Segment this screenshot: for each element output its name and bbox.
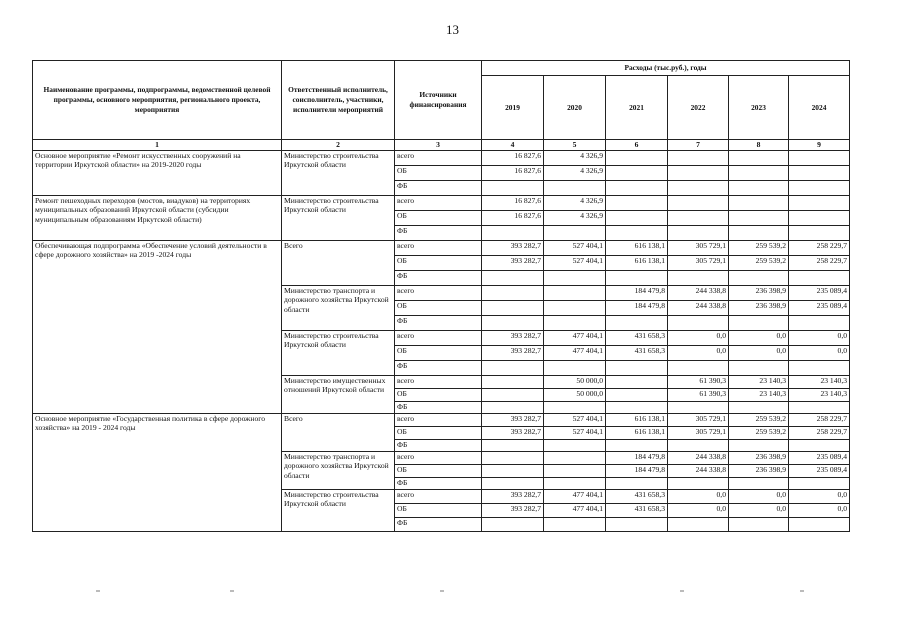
- expense-value: [789, 225, 850, 240]
- funding-source: ФБ: [395, 360, 482, 375]
- expense-value: 0,0: [668, 489, 729, 503]
- funding-source: всего: [395, 413, 482, 426]
- scan-speck: [96, 590, 100, 592]
- funding-source: ФБ: [395, 315, 482, 330]
- expense-value: 259 539,2: [729, 426, 789, 439]
- expense-value: 236 398,9: [729, 464, 789, 477]
- expense-value: 0,0: [789, 330, 850, 345]
- expense-value: [544, 285, 606, 300]
- expense-value: [729, 401, 789, 413]
- expense-value: 244 338,8: [668, 451, 729, 464]
- expense-value: [606, 150, 668, 165]
- executor-name: Министерство строительства Иркутской области: [282, 195, 395, 240]
- expense-value: [544, 439, 606, 451]
- expense-value: 616 138,1: [606, 413, 668, 426]
- expense-value: 259 539,2: [729, 255, 789, 270]
- header-year: 2019: [482, 76, 544, 140]
- header-year: 2020: [544, 76, 606, 140]
- header-executor: Ответственный исполнитель, соисполнитель, участники, исполнители мероприятий: [282, 61, 395, 140]
- expense-value: 477 404,1: [544, 503, 606, 517]
- expense-value: [544, 300, 606, 315]
- expense-value: [482, 464, 544, 477]
- expense-value: [789, 439, 850, 451]
- expense-value: [668, 150, 729, 165]
- executor-name: Всего: [282, 240, 395, 285]
- column-number: 7: [668, 140, 729, 151]
- expense-value: [668, 225, 729, 240]
- header-year: 2022: [668, 76, 729, 140]
- expense-value: [668, 165, 729, 180]
- expense-value: 4 326,9: [544, 195, 606, 210]
- expense-value: [606, 439, 668, 451]
- expense-value: [789, 210, 850, 225]
- expense-value: 393 282,7: [482, 240, 544, 255]
- expense-value: 0,0: [729, 345, 789, 360]
- expense-value: 258 229,7: [789, 426, 850, 439]
- funding-source: ОБ: [395, 165, 482, 180]
- expense-value: [544, 451, 606, 464]
- funding-source: ОБ: [395, 464, 482, 477]
- expense-value: 16 827,6: [482, 165, 544, 180]
- funding-source: ФБ: [395, 401, 482, 413]
- expense-value: [482, 180, 544, 195]
- funding-source: ФБ: [395, 225, 482, 240]
- expense-value: 0,0: [789, 489, 850, 503]
- page-number: 13: [446, 22, 459, 37]
- funding-source: ОБ: [395, 255, 482, 270]
- funding-source: ФБ: [395, 439, 482, 451]
- expense-value: [729, 225, 789, 240]
- column-number: 9: [789, 140, 850, 151]
- expense-value: [729, 477, 789, 489]
- expense-value: 0,0: [729, 489, 789, 503]
- expense-value: [544, 401, 606, 413]
- expense-value: 184 479,8: [606, 451, 668, 464]
- expense-value: 393 282,7: [482, 345, 544, 360]
- scan-speck: [680, 590, 684, 592]
- expense-value: [668, 401, 729, 413]
- expense-value: 527 404,1: [544, 413, 606, 426]
- expense-value: 23 140,3: [729, 375, 789, 388]
- expense-value: 0,0: [668, 330, 729, 345]
- expense-value: [668, 360, 729, 375]
- expense-value: [789, 150, 850, 165]
- expense-value: [668, 195, 729, 210]
- table-row: [33, 195, 850, 210]
- expense-value: [482, 517, 544, 531]
- expense-value: [482, 451, 544, 464]
- expense-value: [544, 225, 606, 240]
- expense-value: 61 390,3: [668, 375, 729, 388]
- funding-source: всего: [395, 150, 482, 165]
- expense-value: [789, 270, 850, 285]
- expense-value: 393 282,7: [482, 503, 544, 517]
- expense-value: [789, 401, 850, 413]
- expense-value: [544, 464, 606, 477]
- program-name: Обеспечивающая подпрограмма «Обеспечение условий деятельности в сфере дорожного хозяйства» на 2019 -2024 годы: [33, 240, 282, 413]
- expense-value: [789, 360, 850, 375]
- expense-value: [606, 210, 668, 225]
- funding-source: всего: [395, 195, 482, 210]
- expense-value: 235 089,4: [789, 285, 850, 300]
- expense-value: [606, 315, 668, 330]
- funding-source: ОБ: [395, 345, 482, 360]
- funding-source: ФБ: [395, 180, 482, 195]
- expense-value: 50 000,0: [544, 388, 606, 401]
- expense-value: 23 140,3: [789, 375, 850, 388]
- expense-value: [789, 477, 850, 489]
- funding-source: ОБ: [395, 300, 482, 315]
- expense-value: 244 338,8: [668, 464, 729, 477]
- executor-name: Министерство строительства Иркутской области: [282, 330, 395, 375]
- funding-source: ОБ: [395, 426, 482, 439]
- expense-value: [668, 180, 729, 195]
- expense-value: [606, 225, 668, 240]
- expense-value: [789, 517, 850, 531]
- expense-value: 184 479,8: [606, 285, 668, 300]
- expense-value: 258 229,7: [789, 255, 850, 270]
- program-name: Основное мероприятие «Ремонт искусственных сооружений на территории Иркутской области» на 2019-2020 годы: [33, 150, 282, 195]
- expense-value: [482, 300, 544, 315]
- header-year: 2024: [789, 76, 850, 140]
- expense-value: [606, 270, 668, 285]
- expense-value: 431 658,3: [606, 330, 668, 345]
- expense-value: 184 479,8: [606, 300, 668, 315]
- expense-value: [606, 375, 668, 388]
- expense-value: 4 326,9: [544, 165, 606, 180]
- expense-value: 431 658,3: [606, 345, 668, 360]
- expense-value: 0,0: [668, 503, 729, 517]
- expense-value: 259 539,2: [729, 240, 789, 255]
- expense-value: 305 729,1: [668, 240, 729, 255]
- expense-value: [482, 225, 544, 240]
- expense-value: [789, 165, 850, 180]
- expense-value: [606, 195, 668, 210]
- expense-value: 0,0: [729, 503, 789, 517]
- expense-value: 23 140,3: [789, 388, 850, 401]
- expense-value: 616 138,1: [606, 426, 668, 439]
- expense-value: [482, 360, 544, 375]
- expense-value: 431 658,3: [606, 503, 668, 517]
- column-number-row: [33, 140, 850, 151]
- expense-value: 235 089,4: [789, 464, 850, 477]
- expense-value: 393 282,7: [482, 413, 544, 426]
- expense-value: [668, 517, 729, 531]
- table-row: [33, 150, 850, 165]
- expense-value: 258 229,7: [789, 240, 850, 255]
- expense-value: 477 404,1: [544, 330, 606, 345]
- column-number: 5: [544, 140, 606, 151]
- expense-value: [729, 360, 789, 375]
- expense-value: [482, 270, 544, 285]
- expense-value: 244 338,8: [668, 300, 729, 315]
- expense-value: 23 140,3: [729, 388, 789, 401]
- executor-name: Министерство транспорта и дорожного хозяйства Иркутской области: [282, 285, 395, 330]
- column-number: 3: [395, 140, 482, 151]
- funding-source: ФБ: [395, 477, 482, 489]
- expense-value: 16 827,6: [482, 210, 544, 225]
- expense-value: [668, 315, 729, 330]
- expense-value: 235 089,4: [789, 300, 850, 315]
- expense-value: [668, 439, 729, 451]
- expense-value: 4 326,9: [544, 150, 606, 165]
- expense-value: [668, 477, 729, 489]
- funding-source: всего: [395, 240, 482, 255]
- expense-value: 0,0: [729, 330, 789, 345]
- expense-value: 0,0: [789, 503, 850, 517]
- expense-value: [729, 439, 789, 451]
- executor-name: Министерство транспорта и дорожного хозяйства Иркутской области: [282, 451, 395, 489]
- expense-value: [729, 165, 789, 180]
- expense-value: 305 729,1: [668, 413, 729, 426]
- expense-value: [789, 315, 850, 330]
- expense-value: [729, 150, 789, 165]
- expense-value: [606, 180, 668, 195]
- funding-source: ОБ: [395, 210, 482, 225]
- expense-value: 0,0: [668, 345, 729, 360]
- scan-speck: [230, 590, 234, 592]
- expense-value: 616 138,1: [606, 240, 668, 255]
- expense-value: 393 282,7: [482, 330, 544, 345]
- expense-value: 235 089,4: [789, 451, 850, 464]
- expense-value: 236 398,9: [729, 300, 789, 315]
- expense-value: [482, 315, 544, 330]
- expense-value: 527 404,1: [544, 255, 606, 270]
- expense-value: 477 404,1: [544, 345, 606, 360]
- table-row: [33, 413, 850, 426]
- expense-value: [789, 180, 850, 195]
- funding-source: ФБ: [395, 517, 482, 531]
- expense-value: [544, 517, 606, 531]
- funding-source: ФБ: [395, 270, 482, 285]
- expense-value: [606, 477, 668, 489]
- expense-value: [606, 517, 668, 531]
- expense-value: 431 658,3: [606, 489, 668, 503]
- funding-source: ОБ: [395, 388, 482, 401]
- expense-value: 527 404,1: [544, 426, 606, 439]
- expense-value: 236 398,9: [729, 285, 789, 300]
- header-year: 2023: [729, 76, 789, 140]
- expense-value: 393 282,7: [482, 255, 544, 270]
- scan-speck: [440, 590, 444, 592]
- funding-source: всего: [395, 375, 482, 388]
- expense-value: 305 729,1: [668, 426, 729, 439]
- program-name: Ремонт пешеходных переходов (мостов, виадуков) на территориях муниципальных образований Иркутской области (субсидии муниципальным образованиям Иркутской области): [33, 195, 282, 240]
- table-body: [33, 150, 850, 531]
- expense-value: [482, 439, 544, 451]
- expense-value: 305 729,1: [668, 255, 729, 270]
- funding-source: ОБ: [395, 503, 482, 517]
- expense-value: [482, 477, 544, 489]
- expense-value: 16 827,6: [482, 195, 544, 210]
- executor-name: Министерство имущественных отношений Иркутской области: [282, 375, 395, 413]
- expense-value: [544, 180, 606, 195]
- program-name: Основное мероприятие «Государственная политика в сфере дорожного хозяйства» на 2019 - 2024 годы: [33, 413, 282, 531]
- expense-value: [729, 315, 789, 330]
- budget-table: [32, 60, 850, 532]
- expense-value: 527 404,1: [544, 240, 606, 255]
- expense-value: 61 390,3: [668, 388, 729, 401]
- expense-value: 4 326,9: [544, 210, 606, 225]
- header-expenses: Расходы (тыс.руб.), годы: [482, 61, 850, 76]
- header-year: 2021: [606, 76, 668, 140]
- column-number: 1: [33, 140, 282, 151]
- expense-value: 50 000,0: [544, 375, 606, 388]
- expense-value: [482, 375, 544, 388]
- funding-source: всего: [395, 285, 482, 300]
- expense-value: [729, 270, 789, 285]
- expense-value: 184 479,8: [606, 464, 668, 477]
- expense-value: 393 282,7: [482, 426, 544, 439]
- column-number: 2: [282, 140, 395, 151]
- expense-value: [729, 195, 789, 210]
- expense-value: 477 404,1: [544, 489, 606, 503]
- expense-value: [606, 165, 668, 180]
- expense-value: 259 539,2: [729, 413, 789, 426]
- expense-value: [544, 360, 606, 375]
- expense-value: [729, 210, 789, 225]
- funding-source: всего: [395, 489, 482, 503]
- table-row: [33, 240, 850, 255]
- expense-value: [668, 270, 729, 285]
- expense-value: 393 282,7: [482, 489, 544, 503]
- expense-value: [482, 285, 544, 300]
- expense-value: [544, 270, 606, 285]
- expense-value: [606, 360, 668, 375]
- expense-value: [544, 477, 606, 489]
- funding-source: всего: [395, 451, 482, 464]
- expense-value: 16 827,6: [482, 150, 544, 165]
- executor-name: Министерство строительства Иркутской области: [282, 489, 395, 531]
- header-program-name: Наименование программы, подпрограммы, ведомственной целевой программы, основного мероприятия, регионального проекта, мероприятия: [33, 61, 282, 140]
- expense-value: 0,0: [789, 345, 850, 360]
- expense-value: 258 229,7: [789, 413, 850, 426]
- column-number: 4: [482, 140, 544, 151]
- expense-value: 244 338,8: [668, 285, 729, 300]
- expense-value: [789, 195, 850, 210]
- executor-name: Всего: [282, 413, 395, 451]
- expense-value: [482, 401, 544, 413]
- expense-value: [606, 401, 668, 413]
- expense-value: [606, 388, 668, 401]
- expense-value: [482, 388, 544, 401]
- funding-source: всего: [395, 330, 482, 345]
- executor-name: Министерство строительства Иркутской области: [282, 150, 395, 195]
- expense-value: 616 138,1: [606, 255, 668, 270]
- header-source: Источники финансирования: [395, 61, 482, 140]
- expense-value: 236 398,9: [729, 451, 789, 464]
- scan-speck: [800, 590, 804, 592]
- expense-value: [729, 180, 789, 195]
- expense-value: [729, 517, 789, 531]
- expense-value: [544, 315, 606, 330]
- column-number: 8: [729, 140, 789, 151]
- column-number: 6: [606, 140, 668, 151]
- expense-value: [668, 210, 729, 225]
